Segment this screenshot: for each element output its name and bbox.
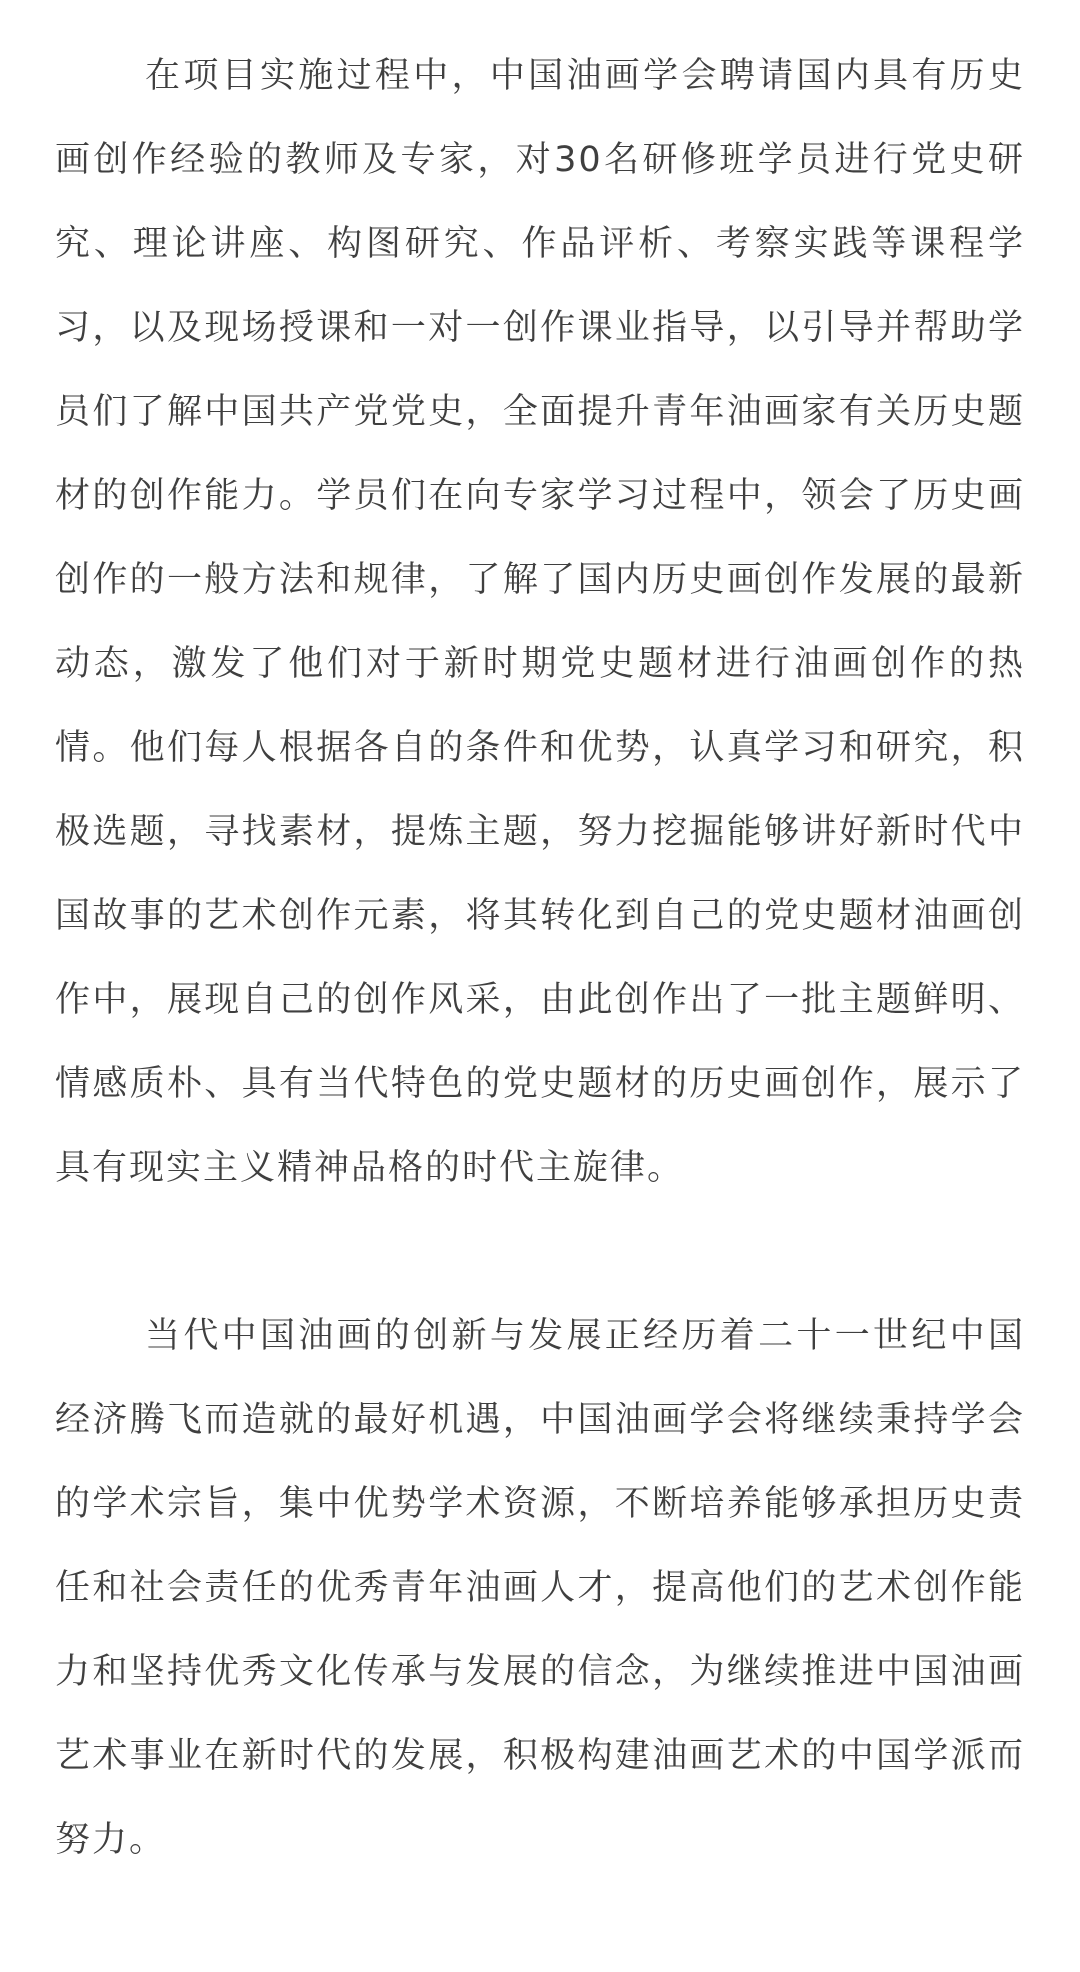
article-body [55,34,1025,1882]
paragraph-future-outlook: 当代中国油画的创新与发展正经历着二十一世纪中国经济腾飞而造就的最好机遇，中国油画学会将继续秉持学会的学术宗旨，集中优势学术资源，不断培养能够承担历史责任和社会责任的优秀青年油画人才，提高他们的艺术创作能力和坚持优秀文化传承与发展的信念，为继续推进中国油画艺术事业在新时代的发展，积极构建油画艺术的中国学派而努力。 [55,1316,1025,1860]
paragraph-training-program: 在项目实施过程中，中国油画学会聘请国内具有历史画创作经验的教师及专家，对30名研修班学员进行党史研究、理论讲座、构图研究、作品评析、考察实践等课程学习，以及现场授课和一对一创作课业指导，以引导并帮助学员们了解中国共产党党史，全面提升青年油画家有关历史题材的创作能力。学员们在向专家学习过程中，领会了历史画创作的一般方法和规律，了解了国内历史画创作发展的最新动态，激发了他们对于新时期党史题材进行油画创作的热情。他们每人根据各自的条件和优势，认真学习和研究，积极选题，寻找素材，提炼主题，努力挖掘能够讲好新时代中国故事的艺术创作元素，将其转化到自己的党史题材油画创作中，展现自己的创作风采，由此创作出了一批主题鲜明、情感质朴、具有当代特色的党史题材的历史画创作，展示了具有现实主义精神品格的时代主旋律。 [55,56,1025,1188]
